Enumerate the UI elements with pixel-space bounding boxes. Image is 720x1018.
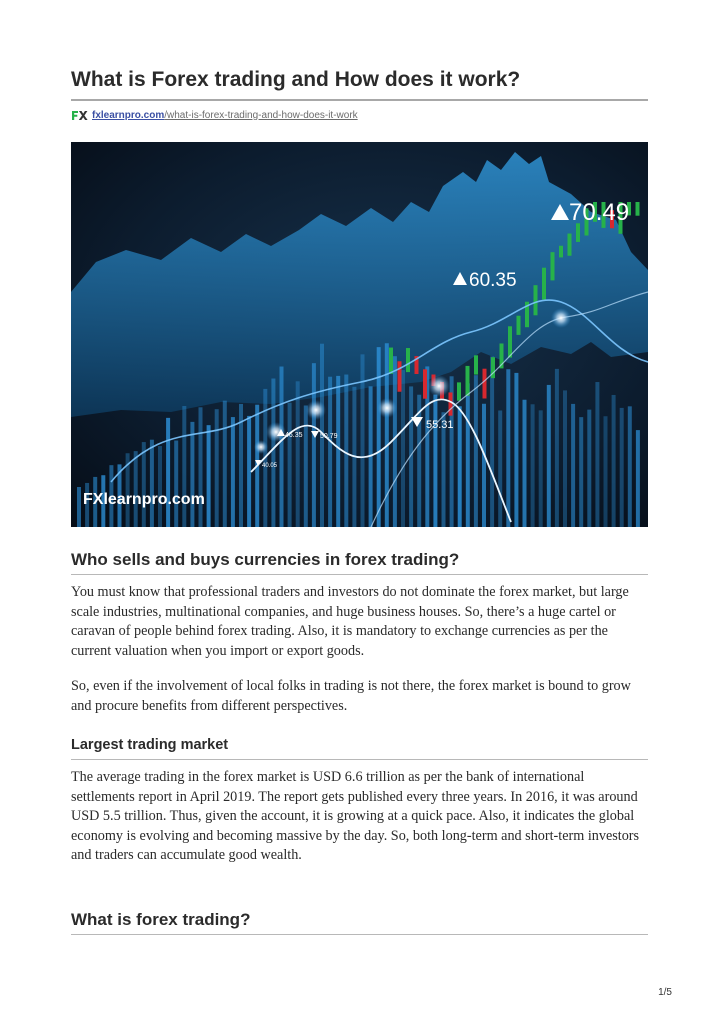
hero-volume-bar <box>166 418 170 527</box>
hero-candle <box>576 223 580 242</box>
section-divider <box>71 574 648 575</box>
hero-volume-bar <box>628 406 632 527</box>
hero-candle <box>636 202 640 216</box>
paragraph-largest-market: The average trading in the forex market is USD 6.6 trillion as per the bank of international settlements report in April 2019. The report gets published every three years. In 2016, it was around USD 5.5 trillion. Thus, given the account, it is growing at a quick pace. Also, it indicates the global economy is evolving and becoming massive by the day. So, both long-term and short-term investors and traders can accumulate good wealth. <box>71 769 640 864</box>
hero-candle <box>398 361 402 391</box>
hero-volume-bar <box>223 401 227 527</box>
hero-volume-bar <box>490 356 494 527</box>
hero-candle <box>423 369 427 398</box>
hero-candle <box>508 326 512 357</box>
section-heading-what-is-forex: What is forex trading? <box>71 910 251 929</box>
hero-volume-bar <box>401 370 405 527</box>
hero-volume-bar <box>539 410 543 527</box>
hero-callout-3: 55.31 <box>426 419 454 431</box>
hero-candle <box>389 348 393 374</box>
hero-candle <box>559 246 563 258</box>
source-link[interactable] <box>71 108 358 122</box>
paragraph-who-sells-2: So, even if the involvement of local folks in trading is not there, the forex market is bound to grow and procure benefits from different perspectives. <box>71 678 631 714</box>
hero-volume-bar <box>563 390 567 527</box>
hero-volume-bar <box>231 417 235 527</box>
hero-volume-bar <box>523 400 527 527</box>
source-path[interactable]: /what-is-forex-trading-and-how-does-it-work <box>164 109 358 121</box>
hero-volume-bar <box>612 395 616 527</box>
hero-volume-bar <box>215 409 219 527</box>
hero-candle <box>406 348 410 372</box>
hero-volume-bar <box>474 375 478 527</box>
hero-watermark: FXlearnpro.com <box>83 491 205 508</box>
hero-volume-bar <box>312 363 316 527</box>
hero-volume-bar <box>587 410 591 527</box>
hero-volume-bar <box>393 356 397 527</box>
hero-volume-bar <box>288 403 292 527</box>
hero-volume-bar <box>466 383 470 527</box>
hero-volume-bar <box>182 406 186 527</box>
hero-volume-bar <box>150 440 154 527</box>
hero-callout-4: 46.35 <box>285 432 303 439</box>
hero-volume-bar <box>385 343 389 527</box>
hero-volume-bar <box>579 417 583 527</box>
hero-callout-6: 40.05 <box>262 463 278 469</box>
hero-candle <box>534 285 538 315</box>
hero-volume-bar <box>571 404 575 527</box>
hero-volume-bar <box>514 373 518 527</box>
hero-volume-bar <box>336 376 340 527</box>
section-heading-largest-market: Largest trading market <box>71 737 229 753</box>
hero-volume-bar <box>174 441 178 527</box>
hero-volume-bar <box>482 404 486 527</box>
hero-volume-bar <box>296 381 300 527</box>
hero-candle <box>449 392 453 415</box>
hero-callout-2: 60.35 <box>469 270 517 291</box>
hero-volume-bar <box>506 369 510 527</box>
hero-candle <box>551 252 555 280</box>
hero-candle <box>457 382 461 400</box>
fx-logo-icon <box>71 110 88 121</box>
hero-volume-bar <box>328 377 332 527</box>
section-divider <box>71 934 648 935</box>
hero-candle <box>466 366 470 396</box>
hero-volume-bar <box>134 451 138 527</box>
page-title: What is Forex trading and How does it work? <box>71 68 521 91</box>
hero-volume-bar <box>77 487 81 527</box>
source-host[interactable]: fxlearnpro.com <box>92 109 165 121</box>
hero-volume-bar <box>498 410 502 527</box>
hero-volume-bar <box>636 430 640 527</box>
hero-volume-bar <box>304 405 308 527</box>
paragraph-who-sells-1: You must know that professional traders and investors do not dominate the forex market, but large scale industries, multinational companies, and huge business houses. So, there’s a huge cartel or caravan of people behind forex trading. Also, it is mandatory to exchange currencies as per the current valuation when you import or export goods. <box>71 584 629 659</box>
hero-volume-bar <box>207 425 211 527</box>
hero-volume-bar <box>595 382 599 527</box>
hero-volume-bar <box>190 422 194 527</box>
hero-volume-bar <box>344 375 348 527</box>
hero-volume-bar <box>531 404 535 527</box>
hero-callout-5: 50.79 <box>320 433 338 440</box>
hero-callout-1: 70.49 <box>569 199 630 226</box>
hero-volume-bar <box>280 367 284 527</box>
hero-volume-bar <box>158 446 162 527</box>
section-divider <box>71 759 648 760</box>
hero-volume-bar <box>620 408 624 527</box>
hero-volume-bar <box>433 395 437 527</box>
hero-volume-bar <box>142 442 146 527</box>
page-number: 1/5 <box>658 987 672 998</box>
hero-volume-bar <box>361 354 365 527</box>
hero-volume-bar <box>458 406 462 527</box>
title-divider <box>71 99 648 101</box>
section-heading-who-sells: Who sells and buys currencies in forex trading? <box>71 550 460 569</box>
hero-volume-bar <box>604 416 608 527</box>
hero-candle <box>474 355 478 374</box>
hero-volume-bar <box>547 385 551 527</box>
hero-volume-bar <box>377 347 381 527</box>
hero-volume-bar <box>199 407 203 527</box>
hero-candle <box>517 316 521 335</box>
hero-candle <box>483 369 487 399</box>
hero-volume-bar <box>555 369 559 527</box>
hero-candle <box>542 268 546 300</box>
hero-image <box>71 142 648 527</box>
hero-volume-bar <box>271 379 275 527</box>
hero-candle <box>568 234 572 256</box>
